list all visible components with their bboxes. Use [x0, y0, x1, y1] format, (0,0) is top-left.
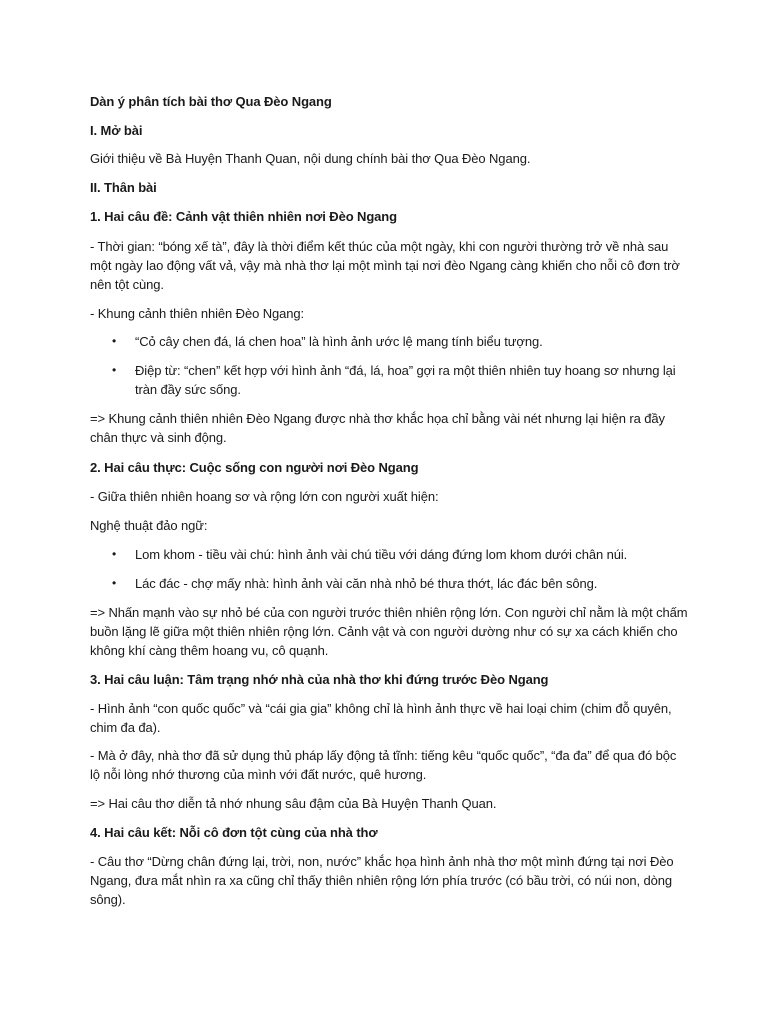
conclusion-line: không khí càng thêm hoang vu, cô quạnh. [90, 643, 329, 658]
document-title: Dàn ý phân tích bài thơ Qua Đèo Ngang [90, 94, 332, 109]
part1-heading: 1. Hai câu đề: Cảnh vật thiên nhiên nơi Đèo Ngang [90, 209, 397, 224]
bullet-marker: • [112, 547, 117, 561]
section-heading-body: II. Thân bài [90, 180, 157, 195]
conclusion-line: buồn lặng lẽ giữa một thiên nhiên rộng lớn. Cảnh vật và con người dường như có sự xa cách khiến cho [90, 624, 678, 639]
paragraph-line: Nghệ thuật đảo ngữ: [90, 518, 208, 533]
conclusion-line: => Nhấn mạnh vào sự nhỏ bé của con người trước thiên nhiên rộng lớn. Con người chỉ nằm là một chấm [90, 605, 688, 620]
paragraph-line: - Khung cảnh thiên nhiên Đèo Ngang: [90, 306, 305, 321]
list-item-continuation: tràn đầy sức sống. [135, 382, 241, 397]
bullet-marker: • [112, 576, 117, 590]
paragraph-line: - Hình ảnh “con quốc quốc” và “cái gia gia” không chỉ là hình ảnh thực về hai loại chim (chim đỗ quyên, [90, 701, 672, 716]
paragraph-line: nên tột cùng. [90, 277, 164, 292]
part3-heading: 3. Hai câu luận: Tâm trạng nhớ nhà của nhà thơ khi đứng trước Đèo Ngang [90, 672, 549, 687]
conclusion-line: => Hai câu thơ diễn tả nhớ nhung sâu đậm của Bà Huyện Thanh Quan. [90, 796, 497, 811]
paragraph-line: - Thời gian: “bóng xế tà”, đây là thời điểm kết thúc của một ngày, khi con người thường trở về nhà sau [90, 239, 669, 254]
list-item: Điệp từ: “chen” kết hợp với hình ảnh “đá, lá, hoa” gợi ra một thiên nhiên tuy hoang sơ nhưng lại [135, 363, 676, 378]
bullet-marker: • [112, 363, 117, 377]
list-item: “Cỏ cây chen đá, lá chen hoa” là hình ảnh ước lệ mang tính biểu tượng. [135, 334, 543, 349]
paragraph-line: Ngang, đưa mắt nhìn ra xa cũng chỉ thấy thiên nhiên rộng lớn phía trước (có bầu trời, có núi non, dòng [90, 873, 673, 888]
conclusion-line: chân thực và sinh động. [90, 430, 227, 445]
list-item: Lác đác - chợ mấy nhà: hình ảnh vài căn nhà nhỏ bé thưa thớt, lác đác bên sông. [135, 576, 598, 591]
part2-heading: 2. Hai câu thực: Cuộc sống con người nơi Đèo Ngang [90, 460, 419, 475]
conclusion-line: => Khung cảnh thiên nhiên Đèo Ngang được nhà thơ khắc họa chỉ bằng vài nét nhưng lại hiện ra đầy [90, 411, 665, 426]
paragraph-line: - Câu thơ “Dừng chân đứng lại, trời, non, nước” khắc họa hình ảnh nhà thơ một mình đứng tại nơi Đèo [90, 854, 674, 869]
section-heading-intro: I. Mở bài [90, 123, 143, 138]
paragraph-line: sông). [90, 892, 126, 907]
part4-heading: 4. Hai câu kết: Nỗi cô đơn tột cùng của nhà thơ [90, 825, 378, 840]
paragraph-line: - Giữa thiên nhiên hoang sơ và rộng lớn con người xuất hiện: [90, 489, 439, 504]
paragraph-line: lộ nỗi lòng nhớ thương của mình với đất nước, quê hương. [90, 767, 427, 782]
intro-paragraph: Giới thiệu về Bà Huyện Thanh Quan, nội dung chính bài thơ Qua Đèo Ngang. [90, 151, 531, 166]
paragraph-line: - Mà ở đây, nhà thơ đã sử dụng thủ pháp lấy động tả tĩnh: tiếng kêu “quốc quốc”, “đa đa” để qua đó bộc [90, 748, 677, 763]
bullet-marker: • [112, 334, 117, 348]
paragraph-line: chim đa đa). [90, 720, 161, 735]
paragraph-line: một ngày lao động vất vả, vậy mà nhà thơ lại một mình tại nơi đèo Ngang càng khiến cho nỗi cô đơn trờ [90, 258, 680, 273]
list-item: Lom khom - tiều vài chú: hình ảnh vài chú tiều với dáng đứng lom khom dưới chân núi. [135, 547, 628, 562]
